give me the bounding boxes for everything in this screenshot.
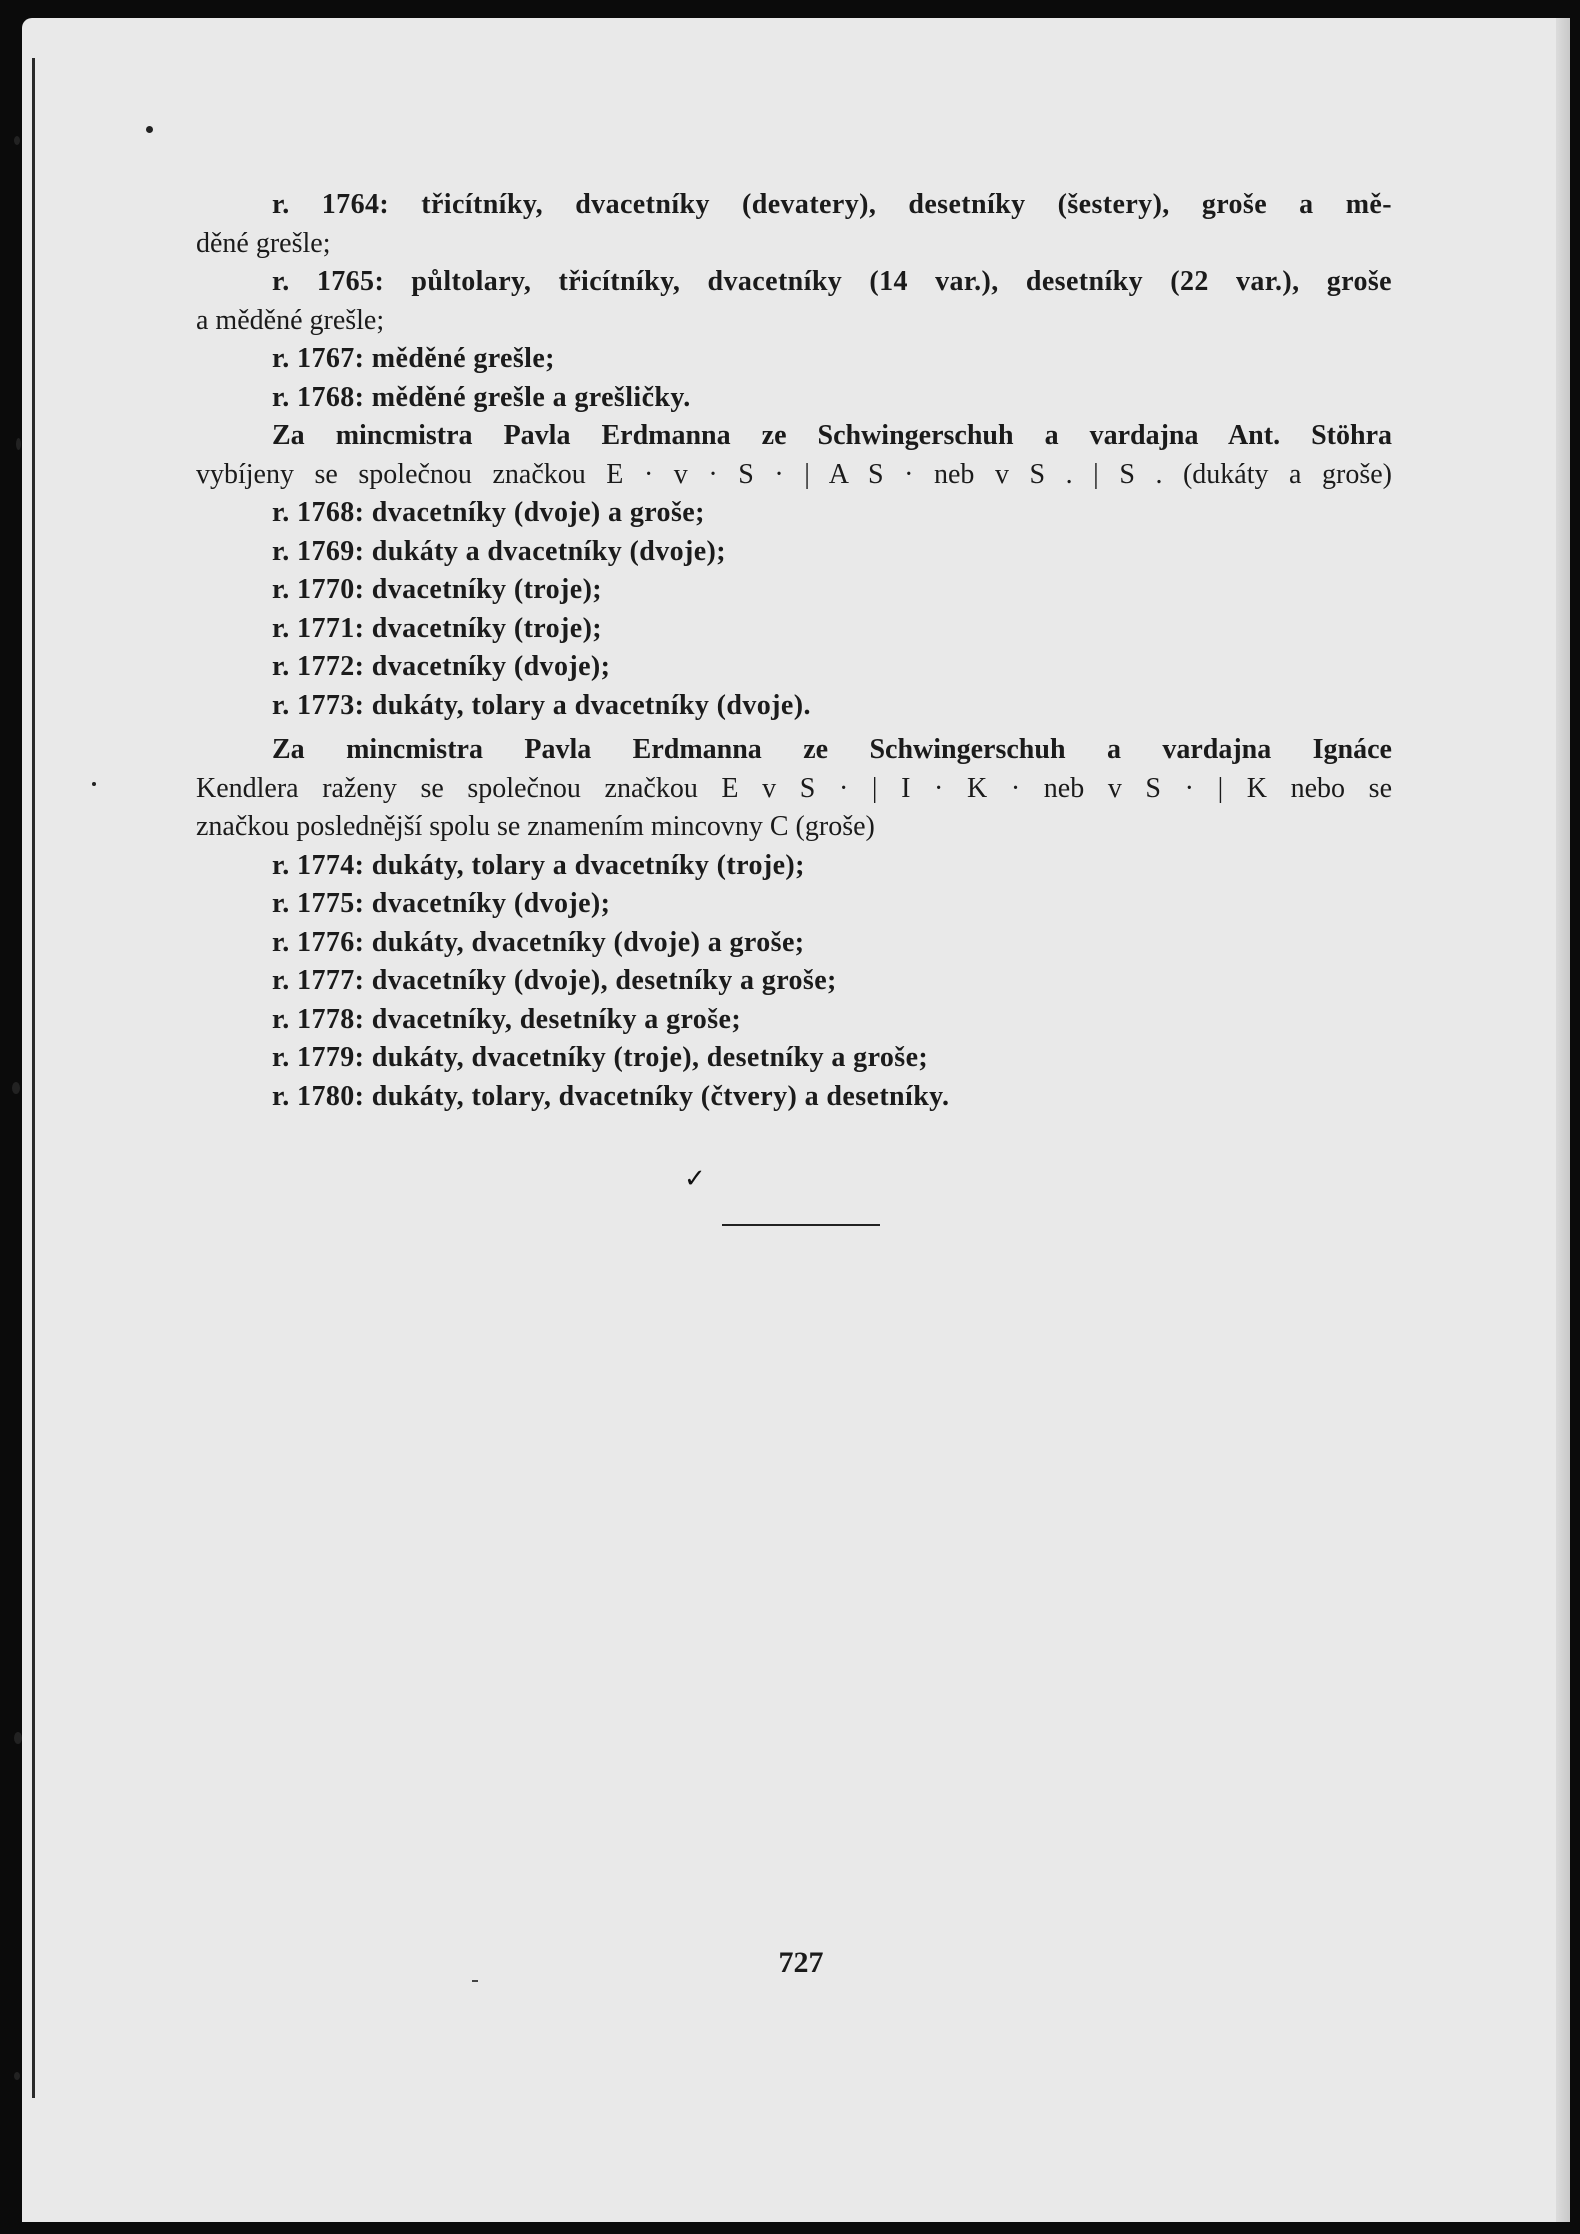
text-line: r. 1775: dvacetníky (dvoje); bbox=[272, 888, 611, 919]
check-mark-icon: ✓ bbox=[684, 1164, 706, 1194]
speck bbox=[14, 136, 20, 145]
text-line: r. 1764: třicítníky, dvacetníky (devatery), desetníky (šestery), groše a mě- bbox=[272, 189, 1392, 220]
text-line: r. 1767: měděné grešle; bbox=[272, 343, 555, 374]
text-line: r. 1778: dvacetníky, desetníky a groše; bbox=[272, 1003, 742, 1035]
text-line: vybíjeny se společnou značkou E · v · S · | A S · neb v S . | S . (dukáty a groše) bbox=[196, 458, 1392, 490]
text-line: r. 1773: dukáty, tolary a dvacetníky (dvoje). bbox=[272, 689, 811, 721]
text-line: r. 1774: dukáty, tolary a dvacetníky (troje); bbox=[272, 849, 805, 881]
text-line: Za mincmistra Pavla Erdmanna ze Schwingerschuh a vardajna Ignáce bbox=[272, 734, 1392, 765]
text-line: r. 1765: půltolary, třicítníky, dvacetníky (14 var.), desetníky (22 var.), groše bbox=[272, 266, 1392, 297]
speck bbox=[16, 438, 21, 450]
text-line: r. 1777: dvacetníky (dvoje), desetníky a groše; bbox=[272, 965, 837, 996]
text-line: značkou poslednější spolu se znamením mincovny C (groše) bbox=[196, 811, 875, 842]
page-edge bbox=[1556, 18, 1570, 2222]
speck bbox=[14, 2072, 20, 2080]
text-line: r. 1776: dukáty, dvacetníky (dvoje) a groše; bbox=[272, 926, 805, 958]
text-line: r. 1780: dukáty, tolary, dvacetníky (čtvery) a desetníky. bbox=[272, 1080, 950, 1112]
text-line: r. 1779: dukáty, dvacetníky (troje), desetníky a groše; bbox=[272, 1042, 929, 1073]
text-line: r. 1770: dvacetníky (troje); bbox=[272, 574, 603, 605]
speck bbox=[14, 1732, 22, 1744]
speck bbox=[472, 1980, 478, 1982]
text-line: Za mincmistra Pavla Erdmanna ze Schwingerschuh a vardajna Ant. Stöhra bbox=[272, 420, 1392, 451]
text-line: r. 1772: dvacetníky (dvoje); bbox=[272, 651, 611, 682]
speck bbox=[146, 126, 153, 133]
speck bbox=[92, 782, 96, 786]
body-text bbox=[196, 186, 1392, 1116]
binding-edge bbox=[32, 58, 35, 2098]
text-line: r. 1769: dukáty a dvacetníky (dvoje); bbox=[272, 535, 726, 567]
text-line: r. 1768: dvacetníky (dvoje) a groše; bbox=[272, 497, 705, 528]
text-line: a měděné grešle; bbox=[196, 304, 385, 336]
text-line: Kendlera raženy se společnou značkou E v S · | I · K · neb v S · | K nebo se bbox=[196, 772, 1392, 804]
speck bbox=[12, 1082, 20, 1094]
text-line: r. 1768: měděné grešle a grešličky. bbox=[272, 381, 691, 413]
text-line: r. 1771: dvacetníky (troje); bbox=[272, 612, 603, 644]
section-divider bbox=[722, 1224, 880, 1226]
text-line: děné grešle; bbox=[196, 227, 331, 259]
page-number: 727 bbox=[778, 1946, 824, 1979]
